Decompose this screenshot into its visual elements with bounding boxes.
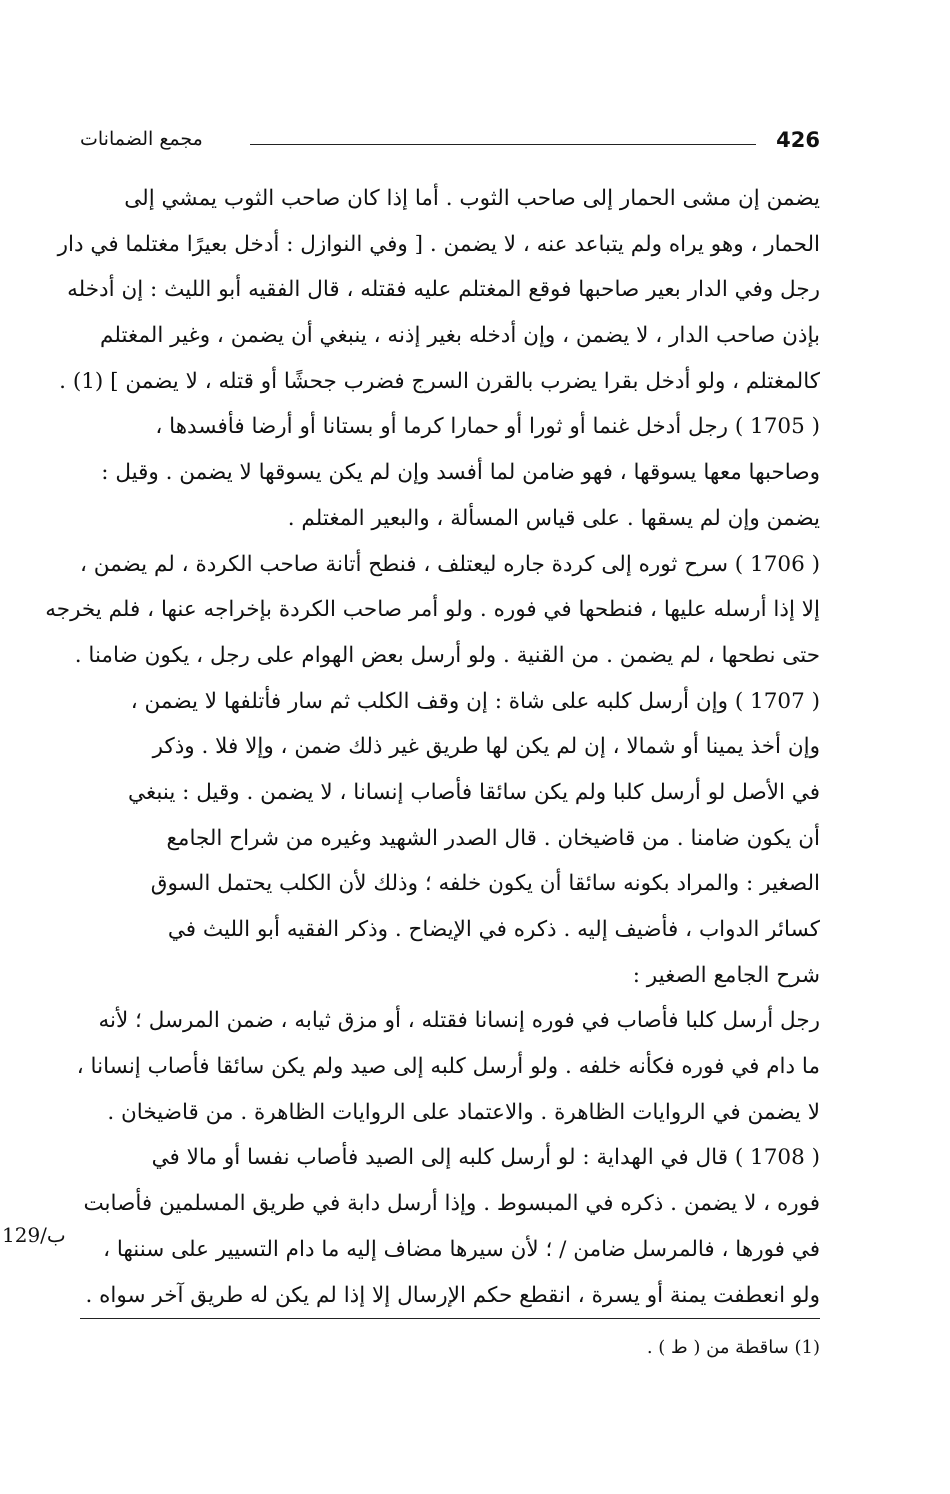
text-line: وإن أخذ يمينا أو شمالا ، إن لم يكن لها طريق غير ذلك ضمن ، وإلا فلا . وذكر: [152, 734, 820, 760]
text-line: ما دام في فوره فكأنه خلفه . ولو أرسل كلبه إلى صيد ولم يكن سائقا فأصاب إنسانا ،: [76, 1054, 820, 1080]
text-line: يضمن إن مشى الحمار إلى صاحب الثوب . أما إذا كان صاحب الثوب يمشي إلى: [124, 186, 820, 211]
text-line: أن يكون ضامنا . من قاضيخان . قال الصدر الشهيد وغيره من شراح الجامع: [166, 825, 820, 851]
page-header: [80, 128, 820, 162]
text-line: رجل وفي الدار بعير صاحبها فوقع المغتلم عليه فقتله ، قال الفقيه أبو الليث : إن أدخله: [67, 277, 820, 303]
manuscript-folio-marker: 129/ب: [2, 1223, 66, 1247]
text-line: وصاحبها معها يسوقها ، فهو ضامن لما أفسد وإن لم يكن يسوقها لا يضمن . وقيل :: [101, 460, 820, 486]
text-line: بإذن صاحب الدار ، لا يضمن ، وإن أدخله بغير إذنه ، ينبغي أن يضمن ، وغير المغتلم: [100, 323, 820, 349]
text-line: ( 1706 ) سرح ثوره إلى كردة جاره ليعتلف ، فنطح أتانة صاحب الكردة ، لم يضمن ،: [79, 551, 820, 577]
text-line: ( 1707 ) وإن أرسل كلبه على شاة : إن وقف الكلب ثم سار فأتلفها لا يضمن ،: [130, 688, 820, 714]
text-line: رجل أرسل كلبا فأصاب في فوره إنسانا فقتله ، أو مزق ثيابه ، ضمن المرسل ؛ لأنه: [98, 1008, 820, 1034]
footnote: (1) ساقطة من ( ط ) .: [646, 1337, 820, 1358]
text-line: ( 1705 ) رجل أدخل غنما أو ثورا أو حمارا كرما أو بستانا أو أرضا فأفسدها ،: [155, 414, 820, 440]
text-line: حتى نطحها ، لم يضمن . من القنية . ولو أرسل بعض الهوام على رجل ، يكون ضامنا .: [74, 642, 820, 668]
book-title: مجمع الضمانات: [80, 128, 203, 150]
text-line: شرح الجامع الصغير :: [632, 962, 820, 988]
text-line: الحمار ، وهو يراه ولم يتباعد عنه ، لا يضمن . [ وفي النوازل : أدخل بعيرًا مغتلما في دار: [57, 231, 820, 257]
text-line: كالمغتلم ، ولو أدخل بقرا يضرب بالقرن السرج فضرب جحشًا أو قتله ، لا يضمن ] (1) .: [59, 368, 820, 394]
page-body: [45, 176, 820, 1319]
text-line: فوره ، لا يضمن . ذكره في المبسوط . وإذا أرسل دابة في طريق المسلمين فأصابت: [83, 1191, 820, 1217]
text-line: كسائر الدواب ، فأضيف إليه . ذكره في الإيضاح . وذكر الفقيه أبو الليث في: [167, 917, 820, 942]
text-line: ( 1708 ) قال في الهداية : لو أرسل كلبه إلى الصيد فأصاب نفسا أو مالا في: [151, 1145, 820, 1171]
header-rule: [250, 144, 756, 145]
text-line: يضمن وإن لم يسقها . على قياس المسألة ، والبعير المغتلم .: [287, 505, 820, 531]
text-line: لا يضمن في الروايات الظاهرة . والاعتماد على الروايات الظاهرة . من قاضيخان .: [107, 1099, 820, 1125]
text-line: في فورها ، فالمرسل ضامن / ؛ لأن سيرها مضاف إليه ما دام التسيير على سننها ،: [103, 1236, 820, 1262]
text-line: الصغير : والمراد بكونه سائقا أن يكون خلفه ؛ وذلك لأن الكلب يحتمل السوق: [150, 871, 820, 897]
text-line: ولو انعطفت يمنة أو يسرة ، انقطع حكم الإرسال إلا إذا لم يكن له طريق آخر سواه .: [80, 1273, 820, 1320]
text-line: في الأصل لو أرسل كلبا ولم يكن سائقا فأصاب إنسانا ، لا يضمن . وقيل : ينبغي: [128, 779, 820, 805]
text-line: إلا إذا أرسله عليها ، فنطحها في فوره . ولو أمر صاحب الكردة بإخراجه عنها ، فلم يخرجه: [45, 597, 820, 623]
page-number: 426: [776, 128, 820, 152]
